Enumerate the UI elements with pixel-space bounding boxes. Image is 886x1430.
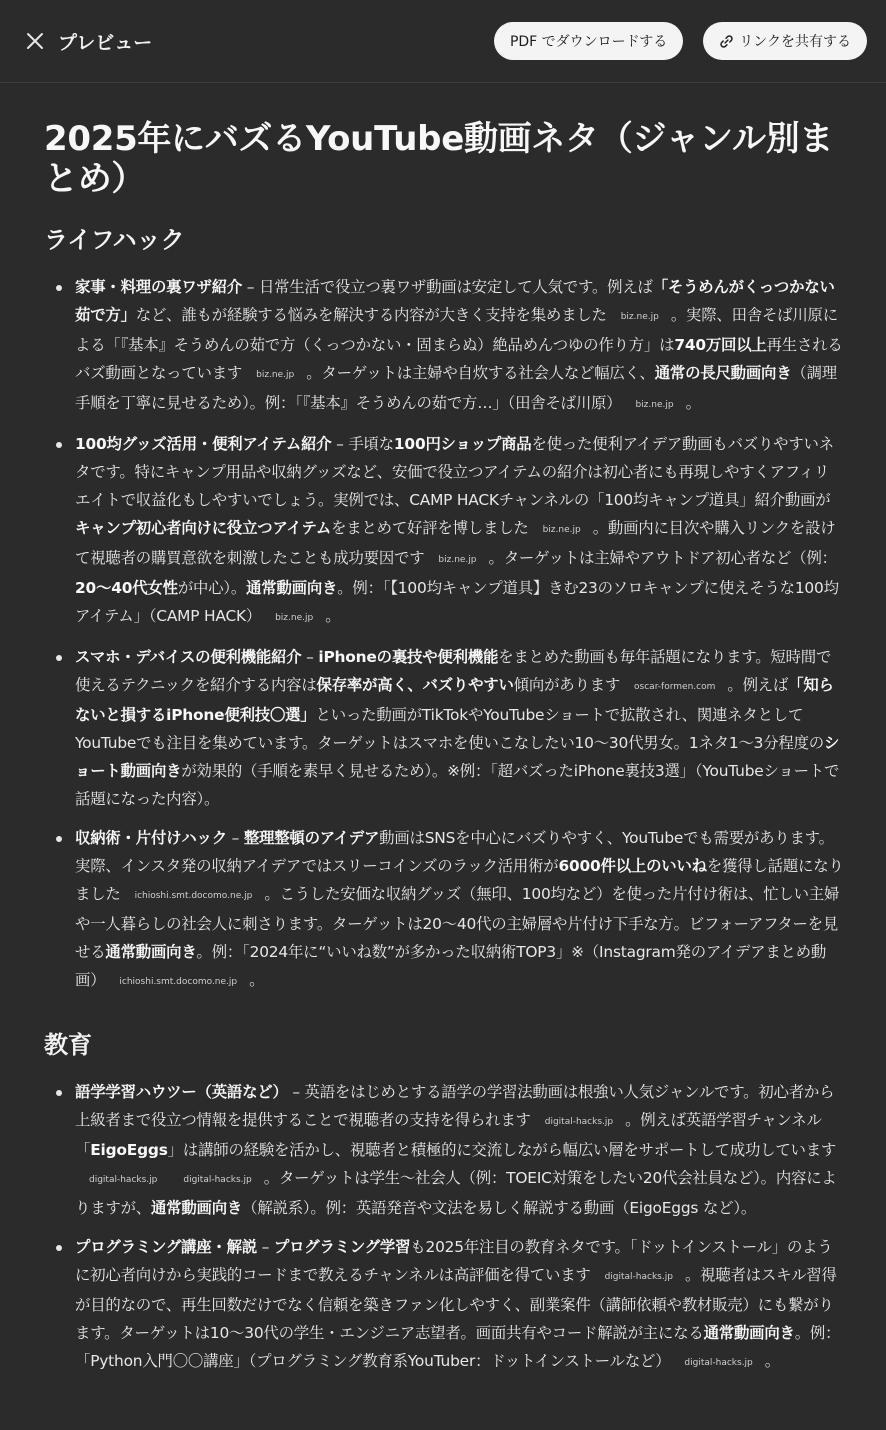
bold-text: 6000件以上のいいね (558, 857, 707, 875)
bullet-list (44, 1078, 844, 1377)
pdf-download-button[interactable] (494, 22, 683, 60)
bold-text: 740万回以上 (674, 336, 767, 354)
body-text: – (256, 1238, 274, 1256)
source-link[interactable]: biz.ne.jp (256, 370, 295, 380)
body-text: 傾向があります (513, 676, 621, 694)
bold-text: 通常動画向き (246, 579, 338, 597)
body-text: 。ターゲットは主婦やアウトドア初心者など（例： (488, 549, 837, 567)
bold-text: 保存率が高く、バズりやすい (316, 676, 514, 694)
body-text: – 日常生活で役立つ裏ワザ動画は安定して人気です。例えば (242, 278, 653, 296)
body-text: 。実際、田舎そば川原による「『基本』そうめんの茹で方（くっつかない・固まらぬ）絶品めんつゆの作り方」は (75, 306, 838, 354)
source-link[interactable]: digital-hacks.jp (604, 1272, 673, 1282)
document-title: 2025年にバズるYouTube動画ネタ（ジャンル別まとめ） (44, 119, 834, 199)
document-body (0, 83, 886, 1377)
body-text: 。例：「Python入門〇〇講座」（プログラミング教育系YouTuber：ドットインストールなど） (75, 1324, 841, 1370)
bold-text: EigoEggs (90, 1141, 168, 1159)
body-text: – (226, 829, 244, 847)
body-text: 。こうした安価な収納グッズ（無印、100均など）を使った片付け術は、忙しい主婦や一人暮らしの社会人に刺さります。ターゲットは20〜40代の主婦層や片付け下手な方。ビフォーアフターを見せる (75, 885, 840, 961)
body-text: 。 (685, 394, 701, 412)
body-text: 。例：「2024年に“いいね数”が多かった収納術TOP3」※（Instagram発のアイデアまとめ動画） (75, 943, 827, 989)
source-link[interactable]: digital-hacks.jp (183, 1175, 252, 1185)
bold-text: プログラミング学習 (273, 1238, 411, 1256)
source-link[interactable]: biz.ne.jp (275, 613, 314, 623)
bold-text: 通常の長尺動画向き (654, 364, 792, 382)
body-text: 。ターゲットは主婦や自炊する社会人など幅広く、 (306, 364, 655, 382)
close-icon (26, 32, 44, 50)
body-text: 。例：「【100均キャンプ道具】きむ23のソロキャンプに使えそうな100均アイテム」（CAMP HACK） (75, 579, 839, 625)
body-text: 動画はSNSを中心にバズりやすく、YouTubeでも需要があります。実際、インスタ発の収納アイデアではスリーコインズのラック活用術が (75, 829, 834, 875)
bold-text: 「そうめんがくっつかない茹で方」 (75, 278, 835, 324)
body-text: をまとめた動画も毎年話題になります。短時間で使えるテクニックを紹介する内容は (75, 648, 832, 694)
body-text: 。 (764, 1352, 780, 1370)
source-link[interactable]: digital-hacks.jp (89, 1175, 158, 1185)
body-text: といった動画がTikTokやYouTubeショートで拡散され、関連ネタとしてYouTubeでも注目を集めています。ターゲットはスマホを使いこなしたい10〜30代男女。1ネタ1〜3分程度の (75, 706, 824, 752)
source-link[interactable]: ichioshi.smt.docomo.ne.jp (119, 977, 238, 987)
list-item (75, 430, 844, 632)
body-text: が効果的（手順を素早く見せるため）。※例：「超バズったiPhone裏技3選」（YouTubeショートで話題になった内容）。 (75, 762, 840, 808)
body-text: も2025年注目の教育ネタです。「ドットインストール」のように初心者向けから実践的コードまで教えるチャンネルは高評価を得ています (75, 1238, 833, 1284)
list-item (75, 273, 844, 419)
section-heading: ライフハック (44, 226, 185, 254)
bold-text: 通常動画向き (703, 1324, 795, 1342)
body-text: – (301, 648, 319, 666)
bold-text: 「知らないと損するiPhone便利技〇選」 (75, 676, 834, 724)
source-link[interactable]: digital-hacks.jp (544, 1117, 614, 1127)
source-link[interactable]: biz.ne.jp (635, 400, 674, 410)
close-button[interactable] (22, 28, 48, 54)
body-text: 。視聴者はスキル習得が目的なので、再生回数だけでなく信頼を築きファン化しやすく、副業案件（講師依頼や教材販売）にも繋がります。ターゲットは10〜30代の学生・エンジニア志望者。画面共有やコード解説が主になる (75, 1266, 837, 1342)
page-title: プレビュー (58, 31, 153, 54)
share-link-button[interactable] (703, 22, 867, 60)
bold-text: スマホ・デバイスの便利機能紹介 (75, 648, 302, 666)
list-item (75, 824, 844, 996)
source-link[interactable]: biz.ne.jp (620, 312, 659, 322)
body-text: 。動画内に目次や購入リンクを設けて視聴者の購買意欲を刺激したことも成功要因です (75, 519, 836, 567)
source-link[interactable]: ichioshi.smt.docomo.ne.jp (134, 891, 253, 901)
body-text: 。 (249, 971, 265, 989)
bold-text: 100均グッズ活用・便利アイテム紹介 (75, 435, 332, 453)
link-icon (719, 34, 734, 49)
bold-text: 100円ショップ商品 (393, 435, 532, 453)
bold-text: 通常動画向き (150, 1199, 243, 1217)
body-text: 再生されるバズ動画となっています (75, 336, 843, 382)
body-text: を使った便利アイデア動画もバズりやすいネタです。特にキャンプ用品や収納グッズなど、安価で役立つアイテムの紹介は初心者にも再現しやすくアフィリエイトで収益化もしやすいでしょう。実例では、CAMP HACKチャンネルの「100均キャンプ道具」紹介動画が (75, 435, 834, 509)
body-text: を獲得し話題になりました (75, 857, 844, 903)
bold-text: 20〜40代女性 (75, 579, 178, 597)
body-text: 。例えば英語学習チャンネル「 (75, 1111, 822, 1159)
list-item (75, 643, 844, 813)
bullet-list (44, 273, 844, 996)
preview-header (0, 0, 886, 83)
body-text: をまとめて好評を博しました (331, 519, 529, 537)
bold-text: iPhoneの裏技や便利機能 (318, 648, 499, 666)
source-link[interactable]: biz.ne.jp (438, 555, 477, 565)
body-text: – 英語をはじめとする語学の学習法動画は根強い人気ジャンルです。初心者から上級者まで役立つ情報を提供することで視聴者の支持を得られます (75, 1083, 835, 1129)
body-text: 」は講師の経験を活かし、視聴者と積極的に交流しながら幅広い層をサポートして成功しています (167, 1141, 837, 1159)
source-link[interactable]: biz.ne.jp (542, 525, 581, 535)
bold-text: キャンプ初心者向けに役立つアイテム (75, 519, 332, 537)
pdf-download-label: PDF でダウンロードする (509, 34, 668, 50)
body-text: が中心）。 (177, 579, 247, 597)
bold-text: プログラミング講座・解説 (75, 1238, 257, 1256)
bold-text: 通常動画向き (105, 943, 197, 961)
list-item (75, 1078, 844, 1222)
list-item (75, 1233, 844, 1377)
body-text: など、誰もが経験する悩みを解決する内容が大きく支持を集めました (135, 306, 607, 324)
bold-text: 収納術・片付けハック (75, 829, 227, 847)
body-text: （解説系）。例：英語発音や文法を易しく解説する動画（EigoEggs など）。 (242, 1199, 757, 1217)
source-link[interactable]: digital-hacks.jp (684, 1358, 753, 1368)
source-link[interactable]: oscar-formen.com (634, 682, 716, 692)
body-text: – 手頃な (331, 435, 394, 453)
bold-text: 語学学習ハウツー（英語など） (75, 1083, 288, 1101)
body-text: 。例えば (727, 676, 789, 694)
bold-text: ショート動画向き (75, 734, 840, 780)
body-text: （調理手順を丁寧に見せるため）。例：「『基本』そうめんの茹で方…」（田舎そば川原） (75, 364, 837, 412)
bold-text: 整理整頓のアイデア (243, 829, 380, 847)
bold-text: 家事・料理の裏ワザ紹介 (75, 278, 243, 296)
section-heading: 教育 (44, 1031, 92, 1059)
share-link-label: リンクを共有する (739, 34, 851, 50)
body-text: 。ターゲットは学生〜社会人（例：TOEIC対策をしたい20代会社員など）。内容によりますが、 (75, 1169, 837, 1217)
body-text: 。 (325, 607, 341, 625)
